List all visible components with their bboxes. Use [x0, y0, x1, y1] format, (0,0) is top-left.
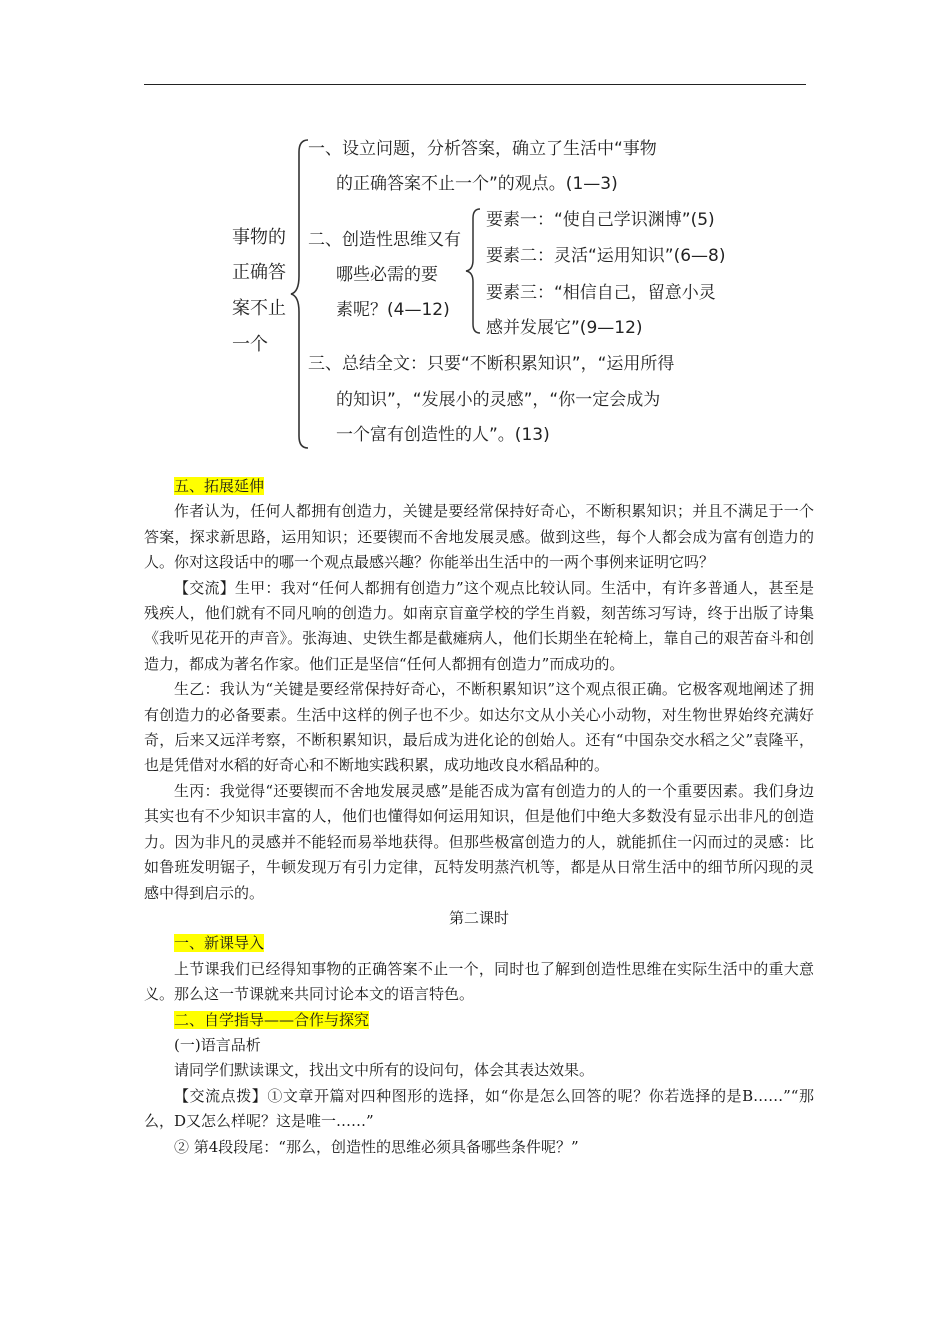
element-two: 要素二：灵活“运用知识”(6—8)	[486, 246, 726, 266]
paragraph-text: 生甲：我对“任何人都拥有创造力”这个观点比较认同。生活中，有许多普通人，甚至是残疾人，他们就有不同凡响的创造力。如南京盲童学校的学生肖毅，刻苦练习写诗，终于出版了诗集《我听见花开的声音》。张海迪、史铁生都是截瘫病人，他们长期坐在轮椅上，靠自己的艰苦奋斗和创造力，都成为著名作家。他们正是坚信“任何人都拥有创造力”而成功的。	[144, 578, 814, 673]
root-line: 事物的	[232, 227, 286, 248]
point-three-line: 的知识”，“发展小的灵感”，“你一定会成为	[336, 390, 661, 410]
heading-text: 五、拓展延伸	[174, 477, 265, 495]
element-one: 要素一：“使自己学识渊博”(5)	[486, 210, 715, 230]
root-line: 一个	[232, 334, 268, 355]
subheading: (一)语言品析	[174, 1035, 261, 1054]
paragraph	[144, 576, 814, 678]
element-three-line: 要素三：“相信自己，留意小灵	[486, 283, 716, 303]
heading-text: 二、自学指导——合作与探究	[174, 1010, 370, 1029]
header-rule	[144, 84, 806, 85]
point-two-line: 二、创造性思维又有	[308, 230, 461, 250]
point-three-line: 三、总结全文：只要“不断积累知识”，“运用所得	[308, 354, 675, 374]
point-one-line: 的正确答案不止一个”的观点。(1—3)	[336, 174, 618, 194]
paragraph: 作者认为，任何人都拥有创造力，关键是要经常保持好奇心，不断积累知识；并且不满足于一个答案，探求新思路，运用知识；还要锲而不舍地发展灵感。做到这些，每个人都会成为富有创造力的人。你对这段话中的哪一个观点最感兴趣？你能举出生活中的一两个事例来证明它吗？	[144, 502, 814, 572]
section-heading	[144, 1008, 814, 1033]
lesson-title: 第二课时	[448, 908, 509, 927]
paragraph	[144, 1084, 814, 1135]
paragraph-text: ①文章开篇对四种图形的选择，如“你是怎么回答的呢？你若选择的是B……”“那么，D又怎么样呢？这是唯一……”	[144, 1086, 814, 1131]
main-brace	[288, 136, 314, 452]
point-two-line: 哪些必需的要	[336, 265, 438, 285]
point-tag: 【交流点拨】	[174, 1086, 268, 1105]
sub-brace	[462, 206, 484, 336]
paragraph: 生丙：我觉得“还要锲而不舍地发展灵感”是能否成为富有创造力的人的一个重要因素。我们身边其实也有不少知识丰富的人，他们也懂得如何运用知识，但是他们中绝大多数没有显示出非凡的创造力。因为非凡的灵感并不能轻而易举地获得。但那些极富创造力的人，就能抓住一闪而过的灵感：比如鲁班发明锯子，牛顿发现万有引力定律，瓦特发明蒸汽机等，都是从日常生活中的细节所闪现的灵感中得到启示的。	[144, 781, 814, 902]
section-heading	[144, 474, 814, 499]
point-three-line: 一个富有创造性的人”。(13)	[336, 425, 550, 445]
paragraph: ② 第4段段尾：“那么，创造性的思维必须具备哪些条件呢？”	[174, 1137, 579, 1156]
heading-text: 一、新课导入	[174, 934, 265, 953]
exchange-tag: 【交流】	[174, 578, 235, 597]
paragraph: 上节课我们已经得知事物的正确答案不止一个，同时也了解到创造性思维在实际生活中的重大意义。那么这一节课就来共同讨论本文的语言特色。	[144, 959, 814, 1004]
root-line: 案不止	[232, 298, 286, 319]
paragraph: 请同学们默读课文，找出文中所有的设问句，体会其表达效果。	[174, 1061, 595, 1080]
root-line: 正确答	[232, 262, 286, 283]
section-heading	[144, 931, 814, 956]
point-one-line: 一、设立问题，分析答案，确立了生活中“事物	[308, 139, 657, 159]
point-two-line: 素呢？(4—12)	[336, 300, 450, 320]
paragraph: 生乙：我认为“关键是要经常保持好奇心，不断积累知识”这个观点很正确。它极客观地阐述了拥有创造力的必备要素。生活中这样的例子也不少。如达尔文从小关心小动物，对生物世界始终充满好奇，后来又远洋考察，不断积累知识，最后成为进化论的创始人。还有“中国杂交水稻之父”袁隆平，也是凭借对水稻的好奇心和不断地实践积累，成功地改良水稻品种的。	[144, 680, 814, 775]
element-three-line: 感并发展它”(9—12)	[486, 318, 643, 338]
document-body	[144, 474, 814, 1160]
